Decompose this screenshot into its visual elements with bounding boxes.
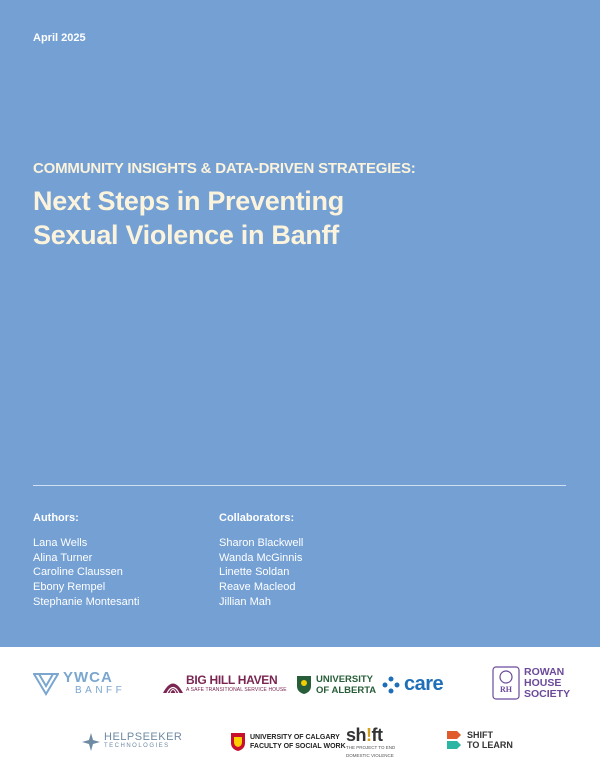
collaborator-name: Linette Soldan: [219, 566, 290, 579]
helpseeker-line1: HELPSEEKER: [104, 731, 183, 743]
compass-icon: [82, 733, 100, 751]
shield-icon: [230, 732, 246, 752]
rowan-house-logo: [492, 666, 570, 700]
title-line-1: Next Steps in Preventing: [33, 186, 344, 216]
author-name: Lana Wells: [33, 537, 88, 549]
collaborator-name: Jillian Mah: [219, 595, 271, 608]
rowan-line1: ROWAN: [524, 665, 565, 678]
bighill-line2: A SAFE TRANSITIONAL SERVICE HOUSE: [186, 687, 287, 693]
collaborator-name: Sharon Blackwell: [219, 537, 304, 549]
ucalgary-line1: UNIVERSITY OF CALGARY: [250, 734, 340, 741]
divider: [33, 485, 566, 486]
shift-to-learn-logo: [445, 729, 513, 751]
collaborators-section: [219, 512, 303, 610]
authors-section: [33, 512, 139, 610]
stl-line2: TO LEARN: [467, 740, 513, 750]
report-kicker: COMMUNITY INSIGHTS & DATA-DRIVEN STRATEGIES:: [33, 160, 416, 177]
shift-word-a: sh: [346, 725, 367, 745]
svg-text:RH: RH: [500, 685, 512, 694]
shift-line2: THE PROJECT TO END: [346, 745, 396, 750]
shift-line3: DOMESTIC VIOLENCE: [346, 753, 394, 758]
report-date: April 2025: [33, 32, 86, 44]
shift-word-b: !: [366, 725, 372, 745]
authors-heading: Authors:: [33, 512, 79, 524]
rowan-line2: HOUSE: [524, 676, 562, 689]
big-hill-haven-logo: [162, 675, 287, 695]
care-logo: [381, 673, 443, 696]
care-word: care: [404, 673, 444, 695]
collaborators-heading: Collaborators:: [219, 512, 295, 524]
stl-line1: SHIFT: [467, 730, 493, 740]
university-of-alberta-logo: [296, 674, 376, 696]
ywca-line2: BANFF: [75, 685, 126, 696]
authors-list: [33, 536, 139, 610]
helpseeker-line2: TECHNOLOGIES: [104, 743, 170, 749]
author-name: Ebony Rempel: [33, 581, 106, 594]
collaborator-name: Wanda McGinnis: [219, 551, 303, 564]
people-icon: [381, 675, 401, 695]
helpseeker-logo: [82, 733, 182, 751]
crest-icon: [296, 675, 312, 695]
rowan-line3: SOCIETY: [524, 687, 571, 700]
author-name: Caroline Claussen: [33, 566, 123, 579]
hill-icon: [162, 676, 184, 694]
ywca-banff-logo: [33, 671, 125, 697]
title-line-2: Sexual Violence in Banff: [33, 220, 339, 250]
ucalgary-line2: FACULTY OF SOCIAL WORK: [250, 743, 346, 750]
tree-icon: [492, 666, 520, 700]
partner-logos: [0, 647, 600, 777]
ywca-icon: [33, 671, 59, 697]
ualberta-line1: UNIVERSITY: [316, 674, 374, 685]
bighill-line1: BIG HILL HAVEN: [186, 673, 278, 687]
author-name: Alina Turner: [33, 551, 93, 564]
ywca-line1: YWCA: [63, 669, 113, 686]
arrows-icon: [445, 729, 463, 751]
report-title: [33, 184, 344, 252]
shift-word-c: ft: [371, 725, 383, 745]
shift-logo: [346, 726, 395, 760]
ualberta-line2: OF ALBERTA: [316, 685, 377, 696]
university-of-calgary-logo: [230, 732, 346, 752]
collaborator-name: Reave Macleod: [219, 581, 296, 594]
author-name: Stephanie Montesanti: [33, 595, 140, 608]
collaborators-list: [219, 536, 303, 610]
